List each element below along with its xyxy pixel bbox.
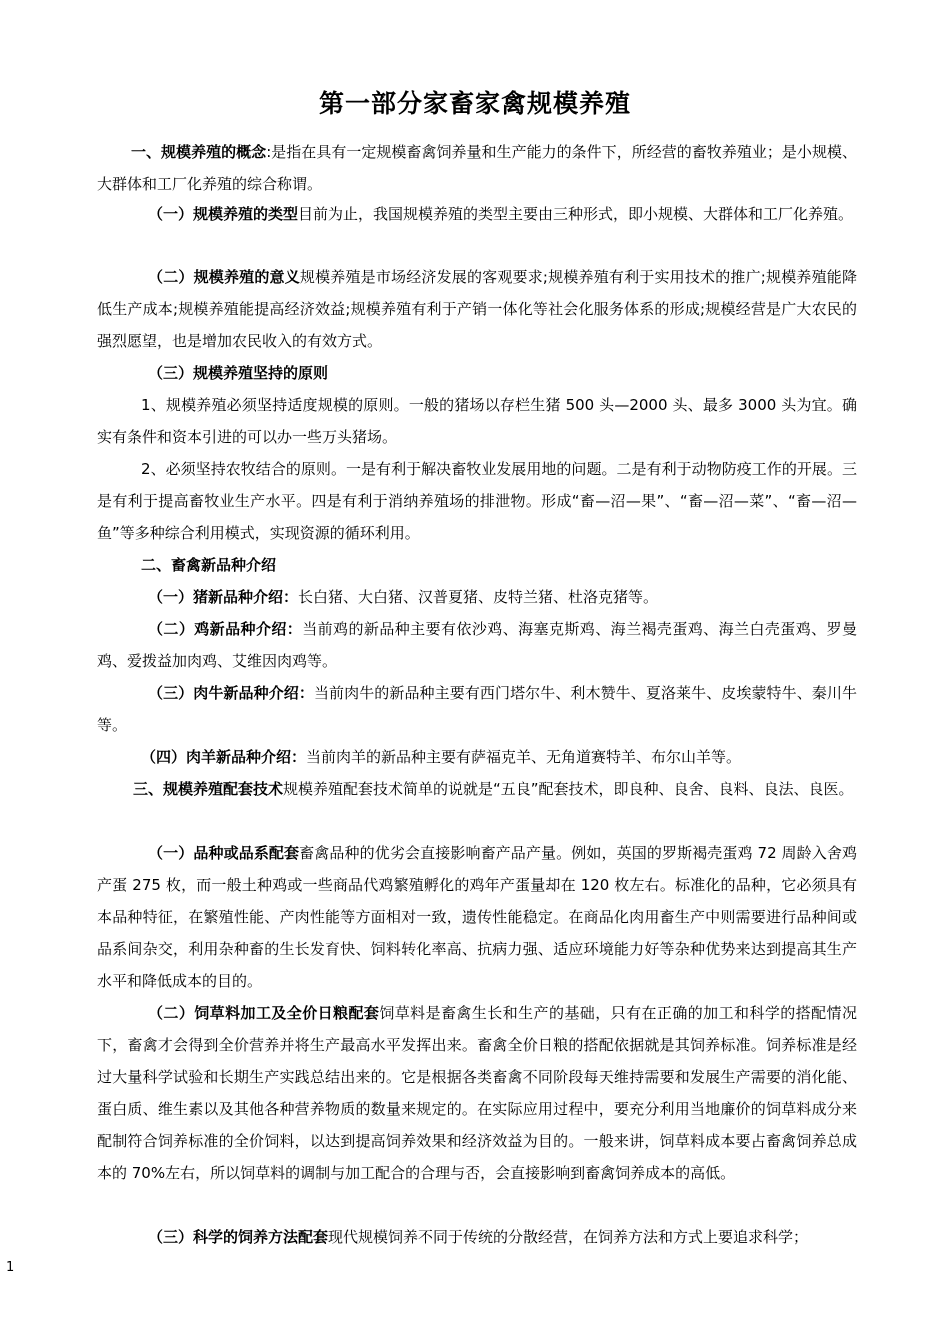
body-text: 当前鸡的新品种主要有依沙鸡、海塞克斯鸡、海兰褐壳蛋鸡、海兰白壳蛋鸡、罗曼鸡、爱拨益加肉鸡、艾维因肉鸡等。 bbox=[97, 620, 857, 670]
paragraph-significance bbox=[97, 261, 857, 357]
page-number: 1 bbox=[6, 1260, 15, 1275]
body-text: 2、必须坚持农牧结合的原则。一是有利于解决畜牧业发展用地的问题。二是有利于动物防疫工作的开展。三是有利于提高畜牧业生产水平。四是有利于消纳养殖场的排泄物。形成“畜—沼—果”、“畜—沼—菜”、“畜—沼—鱼”等多种综合利用模式，实现资源的循环利用。 bbox=[97, 460, 857, 542]
body-text: 规模养殖是市场经济发展的客观要求;规模养殖有利于实用技术的推广;规模养殖能降低生产成本;规模养殖能提高经济效益;规模养殖有利于产销一体化等社会化服务体系的形成;规模经营是广大农民的强烈愿望，也是增加农民收入的有效方式。 bbox=[97, 268, 857, 350]
heading: （二）鸡新品种介绍： bbox=[148, 620, 303, 638]
paragraph-breed-matching bbox=[97, 837, 857, 997]
body-text: :是指在具有一定规模畜禽饲养量和生产能力的条件下，所经营的畜牧养殖业；是小规模、大群体和工厂化养殖的综合称谓。 bbox=[97, 143, 857, 193]
paragraph-breeds-heading bbox=[97, 549, 857, 581]
body-text: 当前肉牛的新品种主要有西门塔尔牛、利木赞牛、夏洛莱牛、皮埃蒙特牛、秦川牛等。 bbox=[97, 684, 857, 734]
paragraph-pig-breeds bbox=[97, 581, 857, 613]
heading: （三）规模养殖坚持的原则 bbox=[148, 364, 329, 382]
heading: （一）品种或品系配套 bbox=[148, 844, 300, 862]
heading: （三）科学的饲养方法配套 bbox=[148, 1228, 329, 1246]
body-text: 目前为止，我国规模养殖的类型主要由三种形式，即小规模、大群体和工厂化养殖。 bbox=[298, 205, 854, 223]
paragraph-sheep-breeds bbox=[97, 741, 857, 773]
body-text: 饲草料是畜禽生长和生产的基础，只有在正确的加工和科学的搭配情况下，畜禽才会得到全价营养并将生产最高水平发挥出来。畜禽全价日粮的搭配依据就是其饲养标准。饲养标准是经过大量科学试验和长期生产实践总结出来的。它是根据各类畜禽不同阶段每天维持需要和发展生产需要的消化能、蛋白质、维生素以及其他各种营养物质的数量来规定的。在实际应用过程中，要充分利用当地廉价的饲草料成分来配制符合饲养标准的全价饲料，以达到提高饲养效果和经济效益为目的。一般来讲，饲草料成本要占畜禽饲养总成本的 70%左右，所以饲草料的调制与加工配合的合理与否，会直接影响到畜禽饲养成本的高低。 bbox=[97, 1004, 857, 1182]
paragraph-feed-matching bbox=[97, 997, 857, 1189]
body-text: 1、规模养殖必须坚持适度规模的原则。一般的猪场以存栏生猪 500 头—2000 头、最多 3000 头为宜。确实有条件和资本引进的可以办一些万头猪场。 bbox=[97, 396, 857, 446]
paragraph-chicken-breeds bbox=[97, 613, 857, 677]
paragraph-techniques bbox=[133, 773, 857, 805]
paragraph-principles-heading bbox=[97, 357, 857, 389]
heading: （四）肉羊新品种介绍： bbox=[141, 748, 307, 766]
body-text: 规模养殖配套技术简单的说就是“五良”配套技术，即良种、良舍、良料、良法、良医。 bbox=[283, 780, 854, 798]
heading: （二）饲草料加工及全价日粮配套 bbox=[148, 1004, 380, 1022]
paragraph-feeding-methods bbox=[97, 1221, 857, 1253]
body-text: 现代规模饲养不同于传统的分散经营，在饲养方法和方式上要追求科学； bbox=[328, 1228, 809, 1246]
paragraph-principle-2 bbox=[97, 453, 857, 549]
body-text: 长白猪、大白猪、汉普夏猪、皮特兰猪、杜洛克猪等。 bbox=[298, 588, 659, 606]
heading: 二、畜禽新品种介绍 bbox=[141, 556, 277, 574]
heading: 一、规模养殖的概念 bbox=[131, 143, 267, 161]
paragraph-types bbox=[140, 198, 857, 230]
paragraph-concept bbox=[97, 136, 857, 200]
heading: （三）肉牛新品种介绍： bbox=[148, 684, 314, 702]
heading: （二）规模养殖的意义 bbox=[148, 268, 300, 286]
page-title: 第一部分家畜家禽规模养殖 bbox=[318, 89, 631, 118]
body-text: 当前肉羊的新品种主要有萨福克羊、无角道赛特羊、布尔山羊等。 bbox=[306, 748, 742, 766]
body-text: 畜禽品种的优劣会直接影响畜产品产量。例如，英国的罗斯褐壳蛋鸡 72 周龄入舍鸡产蛋 275 枚，而一般土种鸡或一些商品代鸡繁殖孵化的鸡年产蛋量却在 120 枚左右。标准化的品种，它必须具有本品种特征，在繁殖性能、产肉性能等方面相对一致，遗传性能稳定。在商品化肉用畜生产中则需要进行品种间或品系间杂交，利用杂种畜的生长发育快、饲料转化率高、抗病力强、适应环境能力好等杂种优势来达到提高其生产水平和降低成本的目的。 bbox=[97, 844, 857, 990]
paragraph-cattle-breeds bbox=[97, 677, 857, 741]
heading: （一）猪新品种介绍： bbox=[148, 588, 299, 606]
heading: （一）规模养殖的类型 bbox=[148, 205, 299, 223]
paragraph-principle-1 bbox=[97, 389, 857, 453]
heading: 三、规模养殖配套技术 bbox=[133, 780, 284, 798]
